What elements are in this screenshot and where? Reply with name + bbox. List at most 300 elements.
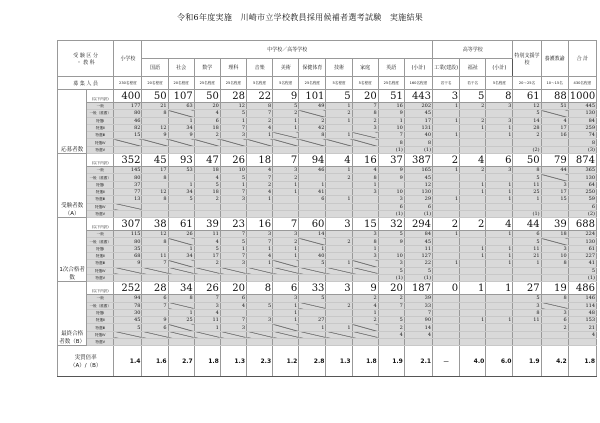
table-cell: 40 <box>404 132 432 139</box>
row-sublabel: 特選Ⅳ <box>87 267 114 274</box>
row-sublabel: 特選Ⅴ <box>87 146 114 153</box>
table-cell: 12 <box>142 124 168 131</box>
table-row <box>58 174 597 181</box>
table-cell <box>220 339 246 346</box>
table-cell: 7 <box>378 302 404 309</box>
table-cell: 12 <box>404 181 432 188</box>
table-cell: 1 <box>326 324 352 331</box>
table-cell: 3 <box>378 196 404 203</box>
table-cell <box>433 124 460 131</box>
table-cell: 10 <box>378 188 404 195</box>
ratio-cell: 4.2 <box>541 346 568 377</box>
row-sublabel: 特選Ⅴ <box>87 274 114 281</box>
table-cell <box>541 267 568 274</box>
table-row <box>58 181 597 188</box>
table-cell: 101 <box>299 90 326 103</box>
table-cell: 1000 <box>569 91 596 102</box>
table-cell: 177 <box>114 103 142 110</box>
table-cell: 3 <box>513 302 541 309</box>
table-cell: 1 <box>247 196 273 203</box>
table-cell: 5 <box>194 181 220 188</box>
table-cell <box>352 146 378 153</box>
table-cell: 26 <box>168 231 194 238</box>
table-cell <box>299 267 326 274</box>
table-cell: 33 <box>299 282 326 295</box>
table-cell: 8 <box>247 103 273 110</box>
table-cell: 44 <box>541 167 568 174</box>
table-cell: 1 <box>486 260 513 267</box>
table-cell: 12 <box>513 103 541 110</box>
table-cell: 41 <box>568 260 596 267</box>
table-cell <box>114 146 142 153</box>
table-cell: 1 <box>352 181 378 188</box>
table-cell: 1 <box>433 132 460 139</box>
subject-header: 技術 <box>326 59 352 77</box>
table-cell: 18 <box>247 154 273 167</box>
table-cell: 40 <box>299 253 326 260</box>
table-cell: 28 <box>220 90 246 103</box>
table-cell: 1 <box>299 324 326 331</box>
table-cell <box>541 146 568 153</box>
table-cell: 6 <box>378 203 404 210</box>
ratio-cell: 4.0 <box>460 346 486 377</box>
table-cell: 12 <box>142 188 168 195</box>
table-cell: 9 <box>114 260 142 267</box>
table-cell <box>168 324 194 331</box>
table-cell: 5 <box>220 174 246 181</box>
table-cell: 17 <box>142 167 168 174</box>
row-sublabel: 特選Ⅳ <box>87 203 114 210</box>
table-cell: 1 <box>486 245 513 252</box>
table-cell <box>114 331 142 338</box>
table-cell: 5 <box>568 267 596 274</box>
table-row <box>58 139 597 146</box>
table-cell: 1 <box>273 253 299 260</box>
table-cell: 3 <box>247 231 273 238</box>
table-cell <box>378 339 404 346</box>
table-cell: 8 <box>247 282 273 295</box>
table-cell: 1 <box>486 181 513 188</box>
table-cell: 8 <box>404 139 432 146</box>
table-cell <box>460 139 486 146</box>
table-cell <box>433 267 460 274</box>
quota-cell: 230名程度 <box>114 77 142 90</box>
section-label: 最終合格者数（B） <box>58 282 87 346</box>
category-header: 受 験 区 分 ・ 教 科 <box>58 41 114 77</box>
row-sublabel: 特選Ⅱ <box>87 253 114 260</box>
table-cell: 10 <box>378 253 404 260</box>
table-cell: 3 <box>273 231 299 238</box>
table-cell: 3 <box>486 103 513 110</box>
table-cell <box>247 295 273 302</box>
table-cell: 1 <box>326 196 352 203</box>
table-cell <box>194 331 220 338</box>
table-cell: 5 <box>378 231 404 238</box>
table-cell: 45 <box>142 154 168 167</box>
table-cell <box>433 274 460 281</box>
table-cell: 3 <box>378 260 404 267</box>
table-cell <box>326 267 352 274</box>
row-sublabel: 特選Ⅳ <box>87 139 114 146</box>
table-cell: 107 <box>168 90 194 103</box>
table-cell <box>142 309 168 316</box>
table-cell: 7 <box>378 132 404 139</box>
table-cell: 6 <box>194 117 220 124</box>
table-cell: 5 <box>404 267 432 274</box>
table-row <box>58 203 597 210</box>
table-cell: (1) <box>404 274 432 281</box>
table-cell <box>168 203 194 210</box>
table-cell: 20 <box>194 103 220 110</box>
table-cell: 12 <box>142 231 168 238</box>
table-cell: 1 <box>460 124 486 131</box>
subject-header: 英語 <box>378 59 404 77</box>
table-cell <box>352 267 378 274</box>
table-cell: 1 <box>352 245 378 252</box>
table-cell <box>486 110 513 117</box>
table-cell <box>142 117 168 124</box>
table-cell: 3 <box>352 188 378 195</box>
row-sublabel: 特選Ⅲ <box>87 132 114 139</box>
table-cell <box>486 324 513 331</box>
quota-cell: 430名程度 <box>568 77 596 90</box>
table-row <box>58 146 597 153</box>
table-cell: 77 <box>114 188 142 195</box>
table-cell: 7 <box>273 218 299 231</box>
table-cell <box>299 139 326 146</box>
table-cell <box>460 267 486 274</box>
table-row <box>58 260 597 267</box>
table-cell: 1 <box>247 245 273 252</box>
table-cell: 187 <box>404 282 432 295</box>
table-cell: 8 <box>541 295 568 302</box>
table-cell: 39 <box>541 218 568 231</box>
table-cell <box>541 274 568 281</box>
row-sublabel: 特選Ⅰ <box>87 245 114 252</box>
table-cell: 1 <box>433 167 460 174</box>
table-row <box>58 188 597 195</box>
table-cell: 3 <box>273 295 299 302</box>
table-cell <box>460 260 486 267</box>
table-cell: 3 <box>541 245 568 252</box>
quota-cell: 5名程度 <box>486 77 513 90</box>
table-cell: 1 <box>273 188 299 195</box>
subject-header: 保健体育 <box>299 59 326 77</box>
table-cell <box>299 238 326 245</box>
table-cell <box>273 274 299 281</box>
row-sublabel: 特選Ⅱ <box>87 124 114 131</box>
table-cell: 3 <box>352 124 378 131</box>
jhs-hs-header: 中学校／高等学校 <box>142 41 433 59</box>
table-cell: 5 <box>247 302 273 309</box>
table-cell: 3 <box>486 117 513 124</box>
table-cell: 8 <box>142 196 168 203</box>
table-row <box>58 117 597 124</box>
table-cell <box>168 331 194 338</box>
table-cell <box>352 196 378 203</box>
table-cell: 365 <box>568 167 596 174</box>
table-cell <box>433 181 460 188</box>
table-row <box>58 331 597 338</box>
table-cell: 5 <box>513 295 541 302</box>
table-cell: 130 <box>568 238 596 245</box>
table-cell <box>513 331 541 338</box>
row-sublabel: 一般 <box>87 231 114 238</box>
table-cell <box>541 110 568 117</box>
subject-header: 国語 <box>142 59 168 77</box>
table-cell <box>433 339 460 346</box>
header-row-1 <box>58 41 597 59</box>
table-cell <box>299 339 326 346</box>
table-cell <box>460 331 486 338</box>
table-cell: 1 <box>460 188 486 195</box>
table-cell: 1 <box>378 117 404 124</box>
row-sublabel: 一般 <box>87 167 114 174</box>
table-cell <box>194 210 220 217</box>
table-cell: 2 <box>378 324 404 331</box>
table-cell <box>326 274 352 281</box>
table-cell: 1 <box>299 245 326 252</box>
table-cell <box>541 203 568 210</box>
table-cell: 1 <box>486 196 513 203</box>
table-cell: 1 <box>273 117 299 124</box>
table-cell <box>460 309 486 316</box>
special-header: 特別支援学校 <box>513 41 541 77</box>
table-cell: 22 <box>404 260 432 267</box>
table-cell: 1 <box>486 132 513 139</box>
table-cell <box>168 146 194 153</box>
table-cell: 15 <box>352 218 378 231</box>
table-cell <box>142 203 168 210</box>
table-cell: 7 <box>220 231 246 238</box>
table-cell: 7 <box>194 295 220 302</box>
table-cell: 7 <box>247 174 273 181</box>
table-cell: 68 <box>114 253 142 260</box>
table-cell: 74 <box>568 132 596 139</box>
table-cell: 34 <box>168 124 194 131</box>
table-cell: 94 <box>114 295 142 302</box>
section-total-row <box>58 218 597 231</box>
subject-header: (小計) <box>404 59 432 77</box>
table-cell: 10 <box>541 253 568 260</box>
table-cell <box>460 132 486 139</box>
table-cell: 80 <box>114 110 142 117</box>
row-sublabel: 一般 <box>87 103 114 110</box>
table-cell <box>299 203 326 210</box>
table-cell: 1 <box>433 117 460 124</box>
table-cell: 1 <box>273 317 299 324</box>
row-sublabel: 特選Ⅳ <box>87 331 114 338</box>
table-cell: 5 <box>299 295 326 302</box>
table-cell <box>486 210 513 217</box>
table-cell <box>273 339 299 346</box>
section-total-row <box>58 154 597 167</box>
table-cell: 9 <box>273 90 299 103</box>
table-cell <box>220 203 246 210</box>
table-cell: 1 <box>326 132 352 139</box>
table-cell: 11 <box>513 317 541 324</box>
table-cell <box>352 132 378 139</box>
hs-subject-header: 工業(建設) <box>433 59 460 77</box>
table-cell: 25 <box>168 317 194 324</box>
table-cell: 252 <box>114 282 142 295</box>
ratio-cell: 1.3 <box>220 346 246 377</box>
table-cell <box>378 309 404 316</box>
table-cell <box>273 139 299 146</box>
table-cell: 20 <box>220 282 246 295</box>
table-cell: 2 <box>513 132 541 139</box>
table-cell: 49 <box>299 103 326 110</box>
table-cell: 18 <box>541 231 568 238</box>
table-cell: 4 <box>378 331 404 338</box>
section-label: 応募者数 <box>58 90 87 154</box>
table-cell: 88 <box>541 90 568 103</box>
ratio-cell: 1.9 <box>513 346 541 377</box>
table-cell: 34 <box>168 253 194 260</box>
subject-header: 社会 <box>168 59 194 77</box>
table-cell <box>486 238 513 245</box>
quota-cell: 5名程度 <box>326 77 352 90</box>
table-cell: 127 <box>404 253 432 260</box>
table-cell: 61 <box>568 245 596 252</box>
table-cell: 39 <box>404 295 432 302</box>
table-cell: 1 <box>220 117 246 124</box>
table-cell <box>326 146 352 153</box>
table-cell <box>273 196 299 203</box>
table-cell <box>299 309 326 316</box>
table-cell: 8 <box>513 309 541 316</box>
table-cell <box>486 146 513 153</box>
table-cell <box>541 331 568 338</box>
table-cell <box>433 139 460 146</box>
table-cell <box>142 267 168 274</box>
table-cell: 34 <box>168 282 194 295</box>
table-cell: 4 <box>247 188 273 195</box>
table-cell: 1 <box>273 309 299 316</box>
table-row <box>58 167 597 174</box>
table-cell <box>513 324 541 331</box>
table-cell: 45 <box>404 174 432 181</box>
table-row <box>58 231 597 238</box>
table-cell <box>352 139 378 146</box>
table-cell: 1 <box>168 181 194 188</box>
table-cell <box>513 339 541 346</box>
table-cell: 13 <box>114 196 142 203</box>
table-cell: (1) <box>404 146 432 153</box>
table-cell: 4 <box>194 110 220 117</box>
table-cell: 80 <box>114 238 142 245</box>
table-cell: 5 <box>326 90 352 103</box>
table-cell: 61 <box>513 90 541 103</box>
table-cell: 61 <box>168 218 194 231</box>
row-sublabel: 特選Ⅲ <box>87 260 114 267</box>
table-cell <box>273 146 299 153</box>
table-cell: 6 <box>541 317 568 324</box>
row-sublabel: 特選Ⅰ <box>87 309 114 316</box>
table-cell: 2 <box>326 302 352 309</box>
table-cell: 59 <box>568 196 596 203</box>
table-cell: 146 <box>568 295 596 302</box>
table-cell: 1 <box>326 167 352 174</box>
table-cell <box>142 331 168 338</box>
table-row <box>58 238 597 245</box>
quota-cell: 25名程度 <box>378 77 404 90</box>
table-cell <box>247 203 273 210</box>
table-cell <box>168 260 194 267</box>
table-row <box>58 339 597 346</box>
table-cell: 3 <box>326 282 352 295</box>
table-cell: 5 <box>299 260 326 267</box>
table-cell <box>326 331 352 338</box>
table-cell: 14 <box>404 324 432 331</box>
table-cell <box>433 309 460 316</box>
table-cell: 15 <box>114 132 142 139</box>
subject-header: 音楽 <box>247 59 273 77</box>
table-cell <box>220 210 246 217</box>
table-cell <box>433 295 460 302</box>
ratio-cell: 1.8 <box>194 346 220 377</box>
table-cell: (1) <box>404 210 432 217</box>
row-sublabel: 一般 <box>87 295 114 302</box>
table-cell <box>486 174 513 181</box>
table-cell: 2 <box>273 238 299 245</box>
ratio-row <box>58 346 597 377</box>
row-sublabel: 特選Ⅲ <box>87 196 114 203</box>
table-cell: 8 <box>168 295 194 302</box>
table-cell: 130 <box>568 174 596 181</box>
table-cell <box>326 188 352 195</box>
table-cell <box>541 139 568 146</box>
table-cell: 2 <box>194 196 220 203</box>
table-cell <box>299 174 326 181</box>
row-sublabel: 一般（推薦） <box>87 302 114 309</box>
table-cell: 224 <box>568 231 596 238</box>
row-sublabel: 一般（推薦） <box>87 174 114 181</box>
table-cell <box>273 203 299 210</box>
table-cell <box>194 339 220 346</box>
page-title: 令和6年度実施 川崎市立学校教員採用候補者選考試験 実施結果 <box>176 13 424 22</box>
table-cell: 1 <box>460 245 486 252</box>
table-cell: 34 <box>168 188 194 195</box>
table-cell: 5 <box>220 110 246 117</box>
table-cell: 8 <box>299 132 326 139</box>
ratio-cell: 1.3 <box>326 346 352 377</box>
table-cell: 39 <box>194 218 220 231</box>
ratio-cell: 1.9 <box>378 346 404 377</box>
table-cell: 4 <box>194 309 220 316</box>
quota-cell: 20～25名 <box>513 77 541 90</box>
table-cell <box>486 302 513 309</box>
table-cell <box>460 339 486 346</box>
table-cell <box>486 339 513 346</box>
table-cell <box>326 139 352 146</box>
table-cell: 47 <box>194 154 220 167</box>
ratio-label: 実質倍率 （A）/（B） <box>58 346 114 377</box>
quota-cell: 若干名 <box>433 77 460 90</box>
table-cell <box>114 210 142 217</box>
table-cell: 42 <box>299 124 326 131</box>
table-cell: 4 <box>352 167 378 174</box>
table-cell <box>247 331 273 338</box>
table-cell: 2 <box>352 117 378 124</box>
row-sublabel: 特選Ⅰ <box>87 117 114 124</box>
table-cell: 1 <box>168 309 194 316</box>
table-cell: 18 <box>194 188 220 195</box>
table-cell: 46 <box>114 117 142 124</box>
table-cell <box>326 210 352 217</box>
table-cell <box>168 274 194 281</box>
table-cell: 1 <box>247 132 273 139</box>
